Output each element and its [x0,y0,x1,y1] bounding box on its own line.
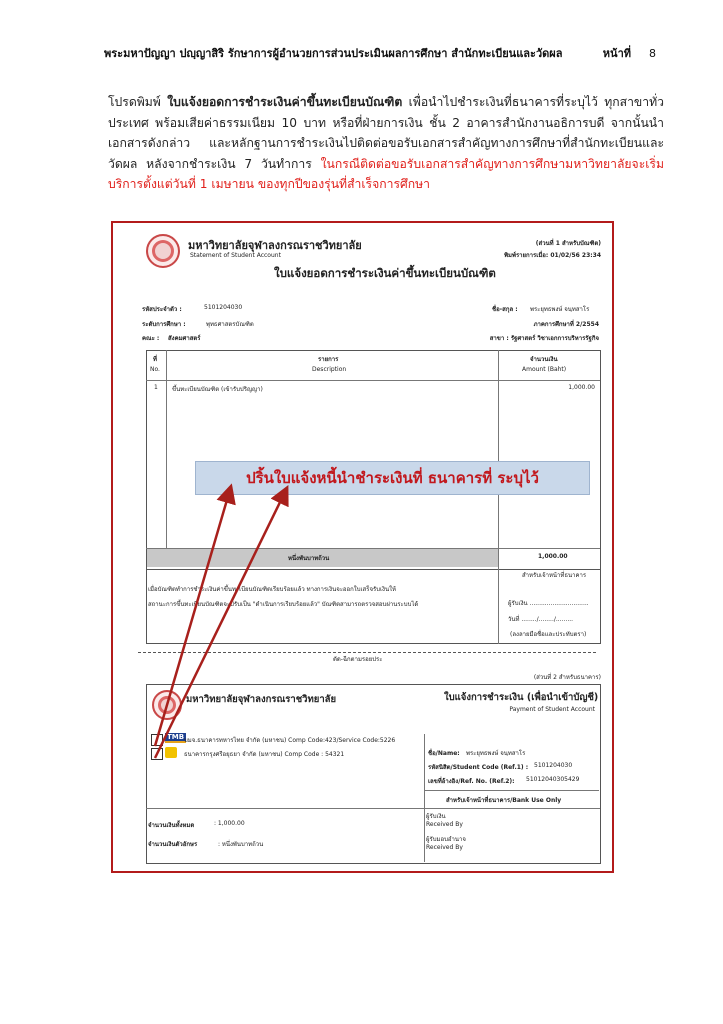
col-desc-en: Description [312,366,347,373]
table-row-desc: ขึ้นทะเบียนบัณฑิต (เข้ารับปริญญา) [172,386,263,393]
student-id: 5101204030 [204,304,243,311]
faculty: สังคมศาสตร์ [168,335,201,342]
student-id-label: รหัสประจำตัว : [142,306,182,313]
col-desc-th: รายการ [318,356,339,363]
header-title: พระมหาปัญญา ปญฺญาสิริ รักษาการผู้อำนวยการส่วนประเมินผลการศึกษา สำนักทะเบียนและวัดผล [104,47,563,60]
sign-note: (ลงลายมือชื่อและประทับตรา) [510,631,587,638]
received2-th: ผู้รับมอบอำนาจ [426,836,466,843]
level: พุทธศาสตรบัณฑิต [206,321,254,328]
cut-label: ตัด-ฉีกตามรอยประ [330,654,386,664]
ref1-label: รหัสนิสิต/Student Code (Ref.1) : [428,764,529,771]
received2-en: Received By [426,844,463,851]
arrow-to-bank2 [155,494,284,758]
note-line-2: สถานะการขึ้นทะเบียนบัณฑิตจะปรับเป็น "ดำเนินการเรียบร้อยแล้ว" บัณฑิตสามารถตรวจสอบผ่านระบบได้ [148,601,419,608]
annotation-banner: ปริ้นใบแจ้งหนี้นำชำระเงินที่ ธนาคารที่ ระบุไว้ [195,461,590,495]
intro-text-1: โปรดพิมพ์ [108,95,168,109]
total-words: หนึ่งพันบาทถ้วน [288,555,330,562]
date-line: วันที่ ......../......../......... [508,616,574,623]
bank2-name: ธนาคารกรุงศรีอยุธยา จำกัด (มหาชน) Comp Code : 54321 [184,751,345,758]
copy-label: (ส่วนที่ 1 สำหรับบัณฑิต) [535,240,601,247]
name-label: ชื่อ-สกุล : [492,306,518,313]
col-no-th: ที่ [153,356,157,363]
intro-text-2: เพื่อนำไปชำระเงินที่ธนาคารที่ระบุไว้ ทุกสาขาทั่วประเทศ พร้อมเสียค่าธรรมเนียม 10 บาท หรือที่ฝ่ายการเงิน ชั้น 2 อาคารสำนักงานอธิการบดี จากนั้นนำเอกสารดังกล่าว และหลักฐานการชำระเงินไปติดต่อขอรับเอกสารสำคัญทางการศึกษาที่สำนักทะเบียนและวัดผล หลังจากชำระเงิน 7 วันทำการ [108,95,664,171]
ref2-value: 51012040305429 [526,776,580,783]
table-row-no: 1 [154,384,158,391]
receiver-line: ผู้รับเงิน ............................... [508,600,589,607]
page-number: 8 [649,47,656,60]
doc-title: ใบแจ้งยอดการชำระเงินค่าขึ้นทะเบียนบัณฑิต [274,266,496,280]
semester: ภาคการศึกษาที่ 2/2554 [533,321,599,328]
statement-en: Statement of Student Account [190,252,281,259]
tmb-logo-icon: TMB [167,733,185,741]
ref2-label: เลขที่อ้างอิง/Ref. No. (Ref.2): [428,778,515,785]
note-line-1: เมื่อบัณฑิตทำการชำระเงินค่าขึ้นทะเบียนบัณฑิตเรียบร้อยแล้ว ทางการเงินจะออกใบเสร็จรับเงินให้ [148,586,396,593]
words-label: จำนวนเงินตัวอักษร [148,841,198,848]
payslip-name: พระยุทธพงษ์ จนฺทสาโร [466,750,526,757]
total-value: : 1,000.00 [214,820,245,827]
university-name: มหาวิทยาลัยจุฬาลงกรณราชวิทยาลัย [188,239,362,252]
level-label: ระดับการศึกษา : [142,321,186,328]
intro-bold: ใบแจ้งยอดการชำระเงินค่าขึ้นทะเบียนบัณฑิต [167,95,403,109]
major: สาขา : รัฐศาสตร์ วิชาเอกการบริหารรัฐกิจ [489,335,599,342]
payslip-name-label: ชื่อ/Name: [428,750,460,757]
copy2-label: (ส่วนที่ 2 สำหรับธนาคาร) [533,674,601,681]
payslip-title-en: Payment of Student Account [509,706,595,713]
total-amount: 1,000.00 [538,553,568,560]
words-value: : หนึ่งพันบาทถ้วน [218,841,264,848]
ref1-value: 5101204030 [534,762,573,769]
intro-red-note: ในกรณีติดต่อขอรับเอกสารสำคัญทางการศึกษามหาวิทยาลัยจะเริ่มบริการตั้งแต่วันที่ 1 เมษายน ของทุกปีของรุ่นที่สำเร็จการศึกษา [108,156,664,191]
payslip-university: มหาวิทยาลัยจุฬาลงกรณราชวิทยาลัย [186,694,337,705]
officer-label: สำหรับเจ้าหน้าที่ธนาคาร [522,572,587,579]
total-label: จำนวนเงินทั้งหมด [148,822,195,829]
page-label: หน้าที่ [602,47,631,60]
print-date: พิมพ์รายการเมื่อ: 01/02/56 23:34 [504,252,601,259]
col-amt-en: Amount (Baht) [522,366,567,373]
table-row-amount: 1,000.00 [568,384,595,391]
col-amt-th: จำนวนเงิน [530,356,558,363]
received-th: ผู้รับเงิน [426,813,446,820]
received-en: Received By [426,821,463,828]
bank-use-label: สำหรับเจ้าหน้าที่ธนาคาร/Bank Use Only [446,797,562,804]
col-no-en: No. [150,366,160,373]
bank1-name: บมจ.ธนาคารทหารไทย จำกัด (มหาชน) Comp Code:423/Service Code:5226 [184,737,396,744]
faculty-label: คณะ : [142,335,160,342]
student-name: พระยุทธพงษ์ จนฺทสาโร [530,306,590,313]
arrow-to-bank1 [155,493,229,746]
payslip-title-th: ใบแจ้งการชำระเงิน (เพื่อนำเข้าบัญชี) [444,692,599,703]
